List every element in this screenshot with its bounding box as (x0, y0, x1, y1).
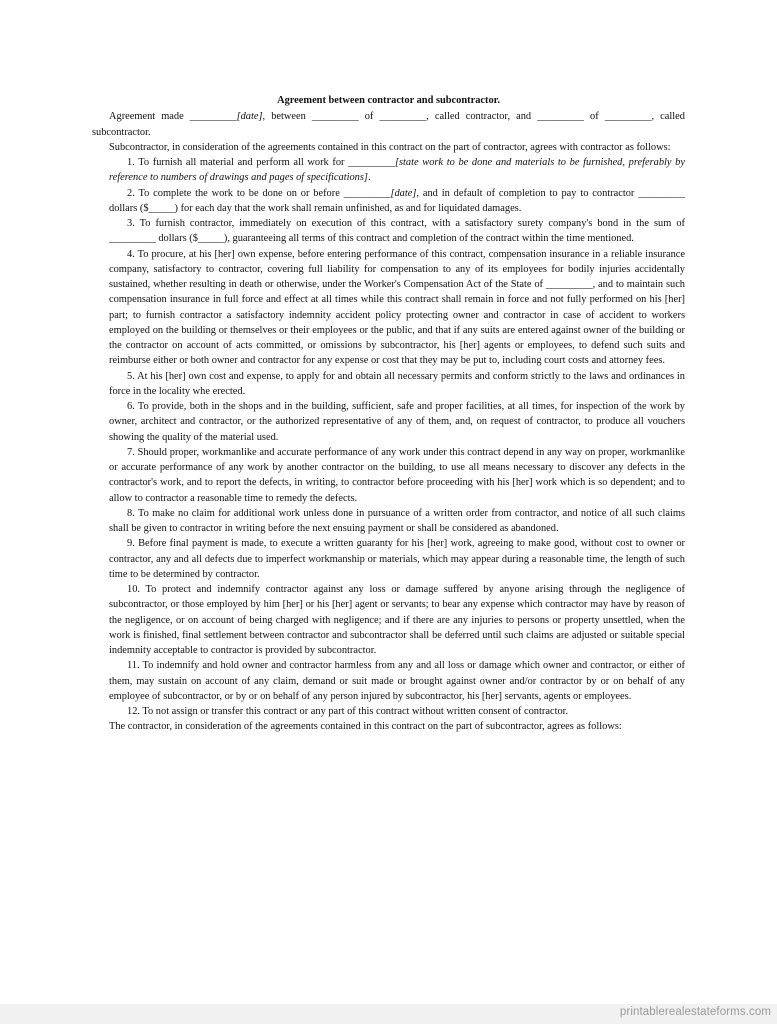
agreement-body (92, 93, 685, 735)
footer-watermark[interactable]: printablerealestateforms.com (619, 1006, 771, 1018)
clause-10: 10. To protect and indemnify contractor against any loss or damage suffered by anyone arising through the negligence of subcontractor, or those employed by him [her] or his [her] agent or servants; to bear any expense which contractor may have by reason of the negligence, or on account of being charged with negligence; and if there are any injuries to persons or property unsettled, when the work is finished, final settlement between contractor and subcontractor shall be deferred until such claims are adjusted or suitable special indemnity acceptable to contractor is provided by subcontractor. (109, 584, 685, 656)
clause-7: 7. Should proper, workmanlike and accurate performance of any work under this contract depend in any way on proper, workmanlike or accurate performance of any work by another contractor on the building, to use all means necessary to discover any defects in the contractor's work, and to report the defects, in writing, to contractor before proceeding with his [her] work which is so dependent; and to allow to contractor a reasonable time to remedy the defects. (109, 446, 685, 504)
clause-2-placeholder: [date] (390, 187, 417, 199)
clause-1-text-b: . (367, 172, 371, 184)
clause-2 (92, 186, 685, 217)
intro-paragraph (92, 109, 685, 140)
document-title: Agreement between contractor and subcontractor. (277, 95, 500, 106)
clause-1-placeholder: [state work to be done and materials to be furnished, preferably by reference to numbers of drawings and pages of specifications] (109, 157, 685, 184)
clause-12: 12. To not assign or transfer this contract or any part of this contract without written consent of contractor. (127, 706, 569, 717)
clause-9: 9. Before final payment is made, to execute a written guaranty for his [her] work, agreeing to make good, without cost to owner or contractor, any and all defects due to imperfect workmanship or materials, which may appear during a reasonable time, the length of such time to be determined by contractor. (109, 538, 685, 580)
clause-2-text-a: 2. To complete the work to be done on or before _________ (127, 187, 391, 199)
subcontractor-preamble: Subcontractor, in consideration of the agreements contained in this contract on the part of contractor, agrees with contractor as follows: (109, 141, 671, 153)
clause-5: 5. At his [her] own cost and expense, to apply for and obtain all necessary permits and conform strictly to the laws and ordinances in force in the locality whe erected. (109, 370, 685, 397)
clause-8: 8. To make no claim for additional work unless done in pursuance of a written order from contractor, and notice of all such claims shall be given to contractor in writing before the next ensuing payment or shall be considered as abandoned. (109, 507, 685, 534)
clause-3: 3. To furnish contractor, immediately on execution of this contract, with a satisfactory surety company's bond in the sum of _________ dollars ($_____), guaranteeing all terms of this contract and completion of the contract within the time mentioned. (109, 218, 685, 245)
clause-6: 6. To provide, both in the shops and in the building, sufficient, safe and proper facilities, at all times, for inspection of the work by owner, architect and contractor, or the authorized representative of any of them, and, on request of contractor, to produce all vouchers showing the quality of the material used. (109, 401, 685, 443)
intro-text-b: , between _________ of _________, called contractor, and _________ of _________, called subcontractor. (92, 111, 685, 138)
clause-1-text-a: 1. To furnish all material and perform all work for _________ (127, 157, 395, 168)
clause-1 (92, 155, 685, 186)
clause-11: 11. To indemnify and hold owner and contractor harmless from any and all loss or damage which owner and contractor, or either of them, may sustain on account of any claim, demand or suit made or brought against owner and/or contractor by or on behalf of any employee of subcontractor, or by or on behalf of any person injured by subcontractor, his [her] servants, agents or employees. (109, 660, 685, 702)
contractor-preamble: The contractor, in consideration of the agreements contained in this contract on the part of subcontractor, agrees as follows: (109, 721, 622, 733)
intro-date-placeholder: [date] (236, 111, 263, 123)
clause-2-text-b: , and in default of completion to pay to contractor _________ dollars ($_____) for each day that the work shall remain unfinished, as and for liquidated damages. (109, 187, 685, 214)
intro-text-a: Agreement made _________ (109, 111, 237, 123)
clause-4: 4. To procure, at his [her] own expense, before entering performance of this contract, compensation insurance in a reliable insurance company, satisfactory to contractor, covering full liability for compensation to any of its employees for bodily injuries accidentally sustained, whether resulting in death or otherwise, under the Worker's Compensation Act of the State of _________, and to maintain such compensation insurance in full force and effect at all times while this contract shall remain in force and not fully performed on his [her] part; to furnish contractor a satisfactory indemnity accident policy protecting owner and contractor in case of accident to workers employed on the building or themselves or their employees or the public, and that if any suits are entered against owner of the building or the contractor on account of acts committed, or omissions by subcontractor, his [her] agents or employees, to defend such suits and reimburse either or both owner and contractor for any expense or cost that they may be put to, including court costs and attorney fees. (109, 248, 685, 367)
